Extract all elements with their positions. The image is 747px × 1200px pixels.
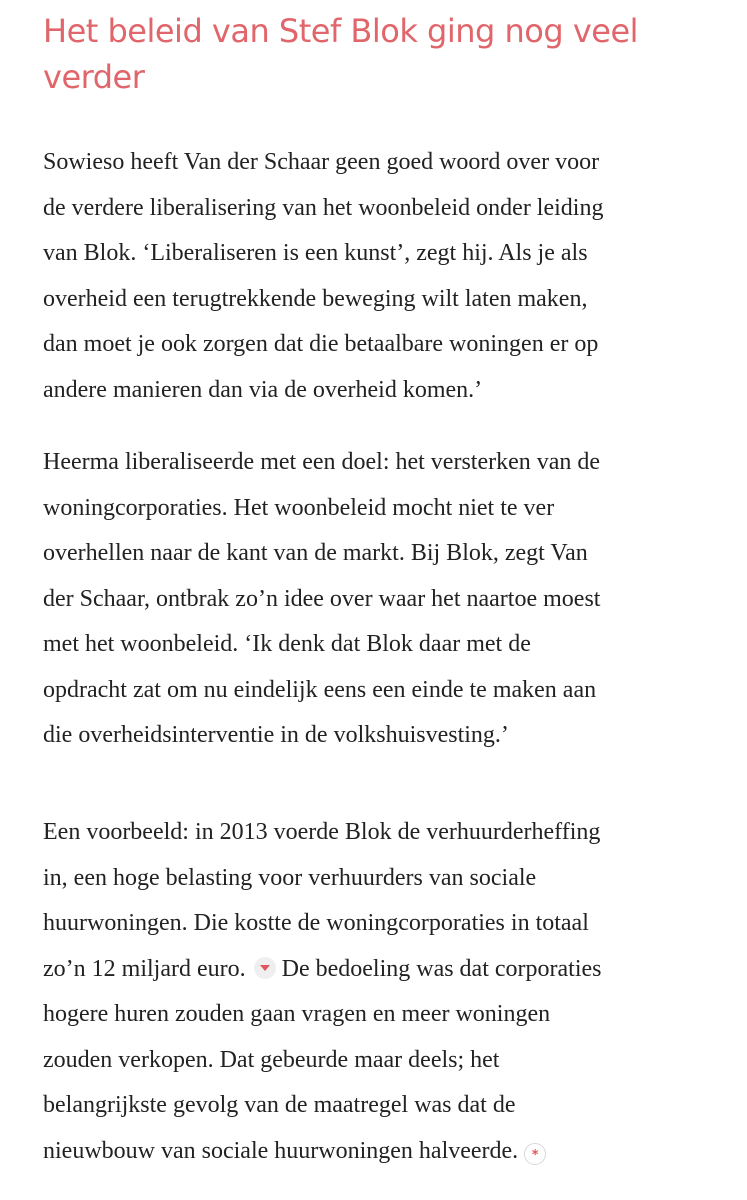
text-line: woningcorporaties. Het woonbeleid mocht niet te ver bbox=[43, 494, 555, 521]
heading-line: Het beleid van Stef Blok ging nog veel bbox=[43, 12, 639, 50]
section-heading bbox=[43, 8, 713, 100]
text-line: overhellen naar de kant van de markt. Bij Blok, zegt Van bbox=[43, 540, 588, 566]
text-line: Sowieso heeft Van der Schaar geen goed woord over voor bbox=[43, 149, 600, 175]
paragraph-1 bbox=[43, 140, 713, 413]
text-line: andere manieren dan via de overheid komen.’ bbox=[43, 376, 483, 403]
heading-line: verder bbox=[43, 58, 145, 96]
article bbox=[43, 0, 713, 1164]
text-line: Een voorbeeld: in 2013 voerde Blok de verhuurderheffing bbox=[43, 819, 601, 845]
caret-down-icon bbox=[260, 965, 270, 971]
text-line: die overheidsinterventie in de volkshuisvesting.’ bbox=[43, 722, 509, 748]
text-line: hogere huren zouden gaan vragen en meer woningen bbox=[43, 1001, 551, 1027]
text-line-with-footnote bbox=[43, 1129, 713, 1175]
text-line: Heerma liberaliseerde met een doel: het versterken van de bbox=[43, 449, 601, 475]
text-line: der Schaar, ontbrak zo’n idee over waar het naartoe moest bbox=[43, 585, 601, 612]
asterisk-icon[interactable]: * bbox=[524, 1143, 546, 1165]
text-line: opdracht zat om nu eindelijk eens een einde te maken aan bbox=[43, 676, 597, 703]
footnote-toggle-button[interactable] bbox=[254, 957, 276, 979]
text-line: huurwoningen. Die kostte de woningcorporaties in totaal bbox=[43, 910, 589, 936]
text-line-with-footnote bbox=[43, 947, 713, 993]
text-line: van Blok. ‘Liberaliseren is een kunst’, zegt hij. Als je als bbox=[43, 240, 588, 266]
paragraph-2 bbox=[43, 440, 713, 759]
text-segment: De bedoeling was dat corporaties bbox=[281, 955, 602, 982]
text-line: dan moet je ook zorgen dat die betaalbare woningen er op bbox=[43, 331, 599, 357]
text-line: zouden verkopen. Dat gebeurde maar deels; het bbox=[43, 1046, 500, 1073]
text-line: belangrijkste gevolg van de maatregel was dat de bbox=[43, 1092, 516, 1118]
text-segment: zo’n 12 miljard euro. bbox=[43, 955, 246, 982]
text-segment: nieuwbouw van sociale huurwoningen halveerde. bbox=[43, 1137, 519, 1164]
text-line: met het woonbeleid. ‘Ik denk dat Blok daar met de bbox=[43, 631, 531, 657]
text-line: de verdere liberalisering van het woonbeleid onder leiding bbox=[43, 194, 604, 221]
text-line: overheid een terugtrekkende beweging wilt laten maken, bbox=[43, 285, 588, 312]
paragraph-3 bbox=[43, 810, 713, 1174]
text-line: in, een hoge belasting voor verhuurders van sociale bbox=[43, 864, 537, 891]
